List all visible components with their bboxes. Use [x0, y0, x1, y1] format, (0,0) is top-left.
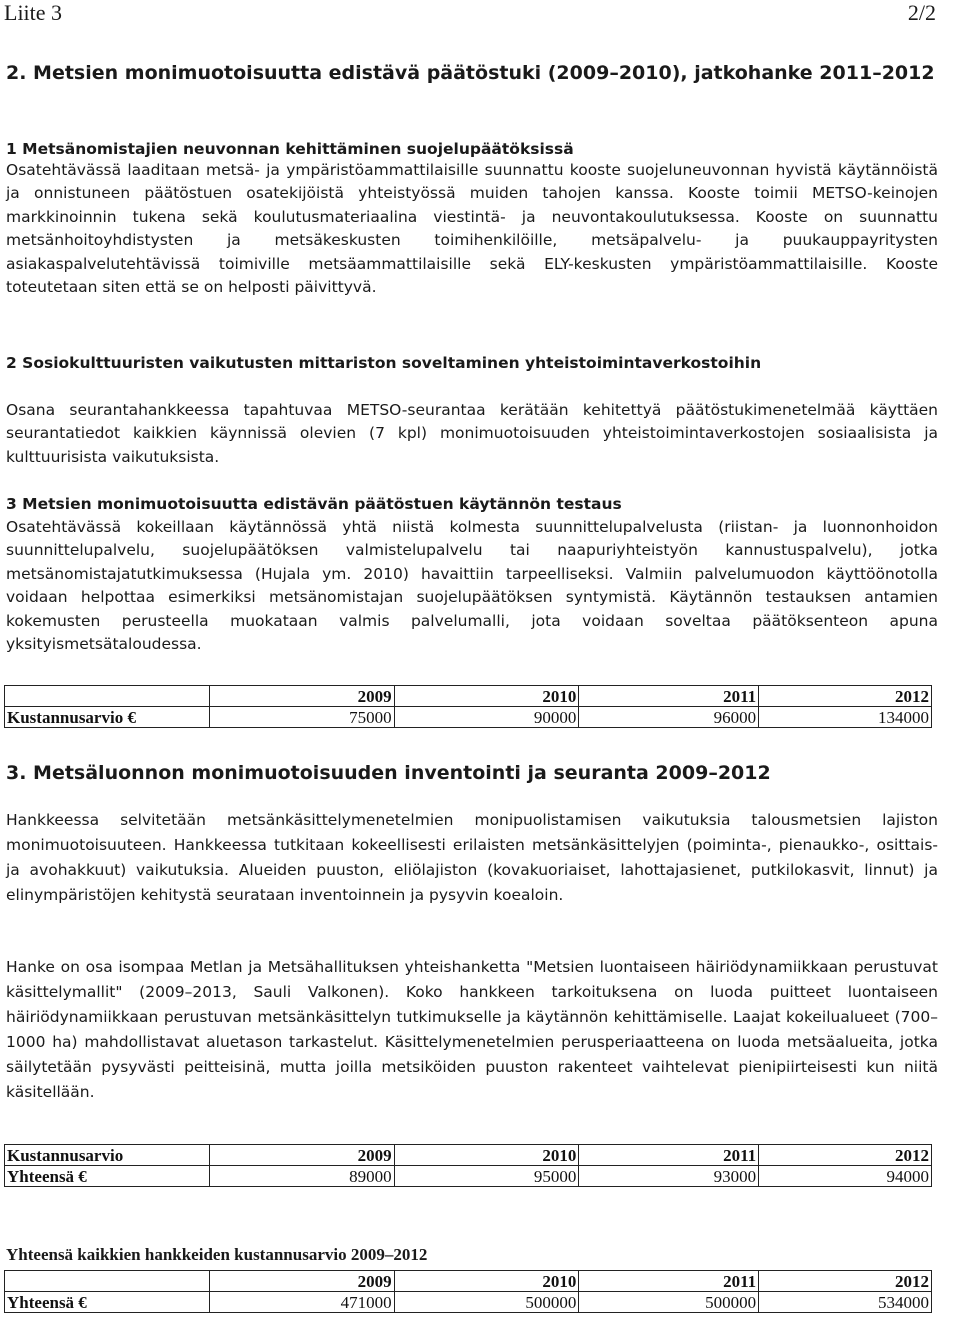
year-cell: 2011	[579, 686, 759, 707]
subsection-1-text: Osatehtävässä laaditaan metsä- ja ympäristöammattilaisille suunnattu kooste suojeluneuvonnan hyvistä käytännöistä ja onnistuneen päätöstuen osatekijöistä yhteistyössä muiden tahojen kanssa. Kooste toimii METSO-keinojen markkinoinnin tukena sekä koulutusmateriaalina viestintä- ja neuvontakoulutuksessa. Kooste on suunnattu metsänhoitoyhdistysten ja metsäkeskusten toimihenkilöille, metsäpalvelu- ja puukauppayritysten asiakaspalvelutehtävissä toimiville metsäammattilaisille sekä ELY-keskusten ympäristöammattilaisille. Kooste toteutetaan siten että se on helposti päivittyvä.	[6, 161, 938, 297]
section-3-title: 3. Metsäluonnon monimuotoisuuden inventointi ja seuranta 2009–2012	[6, 762, 771, 784]
year-cell: 2010	[394, 1145, 579, 1166]
table-header-row	[5, 1271, 932, 1292]
section-2-title: 2. Metsien monimuotoisuutta edistävä päätöstuki (2009–2010), jatkohanke 2011–2012	[6, 62, 935, 84]
value-cell: 134000	[759, 707, 932, 728]
value-cell: 500000	[394, 1292, 579, 1313]
table-header-row	[5, 686, 932, 707]
year-cell: 2010	[394, 1271, 579, 1292]
subsection-2-text: Osana seurantahankkeessa tapahtuvaa METSO-seurantaa kerätään kehitettyä päätöstukimenetelmää käyttäen seurantatiedot kaikkien käynnissä olevien (7 kpl) monimuotoisuuden yhteistoimintaverkostojen sosiaalisista ja kulttuurisista vaikutuksista.	[6, 401, 938, 466]
appendix-label: Liite 3	[4, 0, 63, 25]
table-row	[5, 1292, 932, 1313]
subsection-1-title: 1 Metsänomistajien neuvonnan kehittäminen suojelupäätöksissä	[6, 140, 574, 158]
year-cell: 2012	[759, 1145, 932, 1166]
value-cell: 75000	[209, 707, 394, 728]
value-cell: 90000	[394, 707, 579, 728]
year-cell: 2009	[209, 686, 394, 707]
value-cell: 93000	[579, 1166, 759, 1187]
table-row	[5, 707, 932, 728]
row-label: Yhteensä €	[5, 1166, 210, 1187]
row-label: Yhteensä €	[5, 1292, 210, 1313]
value-cell: 89000	[209, 1166, 394, 1187]
subsection-3-title: 3 Metsien monimuotoisuutta edistävän päätöstuen käytännön testaus	[6, 495, 622, 513]
value-cell: 95000	[394, 1166, 579, 1187]
subsection-3-text: Osatehtävässä kokeillaan käytännössä yhtä niistä kolmesta suunnittelupalvelusta (riistan- ja luonnonhoidon suunnittelupalvelu, suojelupäätöksen valmistelupalvelu tai naapuriyhteistyön kannustuspalvelu), jotka metsänomistajatutkimuksessa (Hujala ym. 2010) havaittiin tarpeelliseksi. Valmiin palvelumuodon käyttöönotolla voidaan helpottaa esimerkiksi metsänomistajan suojelupäätöksen syntymistä. Käytännön testauksen antamien kokemusten perusteella muokataan valmis palvelumalli, jota voidaan soveltaa päätöksenteon apuna yksityismetsätaloudessa.	[6, 518, 938, 654]
table-cell	[5, 1271, 210, 1292]
value-cell: 534000	[759, 1292, 932, 1313]
section-3-paragraph-1: Hankkeessa selvitetään metsänkäsittelymenetelmien monipuolistamisen vaikutuksia talousmetsien lajiston monimuotoisuuteen. Hankkeessa tutkitaan kokeellisesti erilaisten metsänkäsittelyjen (poiminta-, pienaukko-, osittais- ja avohakkuut) vaikutuksia. Alueiden puuston, eliölajiston (kovakuoriaiset, lahottajasienet, putkilokasvit, linnut) ja elinympäristöjen kehitystä seurataan inventoinnein ja pysyvin koealoin.	[6, 811, 938, 904]
section-3-cost-table	[4, 1144, 932, 1187]
year-cell: 2012	[759, 686, 932, 707]
table-row	[5, 1166, 932, 1187]
value-cell: 500000	[579, 1292, 759, 1313]
value-cell: 96000	[579, 707, 759, 728]
section-2-cost-table	[4, 685, 932, 728]
year-cell: 2012	[759, 1271, 932, 1292]
page-number: 2/2	[907, 0, 936, 25]
subsection-2-title: 2 Sosiokulttuuristen vaikutusten mittariston soveltaminen yhteistoimintaverkostoihin	[6, 354, 762, 372]
year-cell: 2010	[394, 686, 579, 707]
table-header-row	[5, 1145, 932, 1166]
year-cell: 2009	[209, 1271, 394, 1292]
year-cell: 2009	[209, 1145, 394, 1166]
table-cell	[5, 686, 210, 707]
year-cell: 2011	[579, 1145, 759, 1166]
totals-table	[4, 1270, 932, 1313]
value-cell: 471000	[209, 1292, 394, 1313]
value-cell: 94000	[759, 1166, 932, 1187]
year-cell: 2011	[579, 1271, 759, 1292]
totals-caption: Yhteensä kaikkien hankkeiden kustannusarvio 2009–2012	[6, 1245, 428, 1264]
section-3-paragraph-2: Hanke on osa isompaa Metlan ja Metsähallituksen yhteishanketta "Metsien luontaiseen häiriödynamiikkaan perustuvat käsittelymallit" (2009–2013, Sauli Valkonen). Koko hankkeen tarkoituksena on luoda puitteet luontaiseen häiriödynamiikkaan perustuvan metsänkäsittelyn tutkimukselle ja käytännön kehittämiselle. Laajat kokeilualueet (700–1000 ha) mahdollistavat aluetason tarkastelut. Käsittelymenetelmien perusperiaatteena on luoda metsäalueita, jotka säilytetään pysyvästi peitteisinä, mutta joilla metsiköiden puuston rakenteet vaihtelevat pienipiirteisesti kun niitä käsitellään.	[6, 958, 938, 1101]
row-label: Kustannusarvio €	[5, 707, 210, 728]
header-label: Kustannusarvio	[5, 1145, 210, 1166]
